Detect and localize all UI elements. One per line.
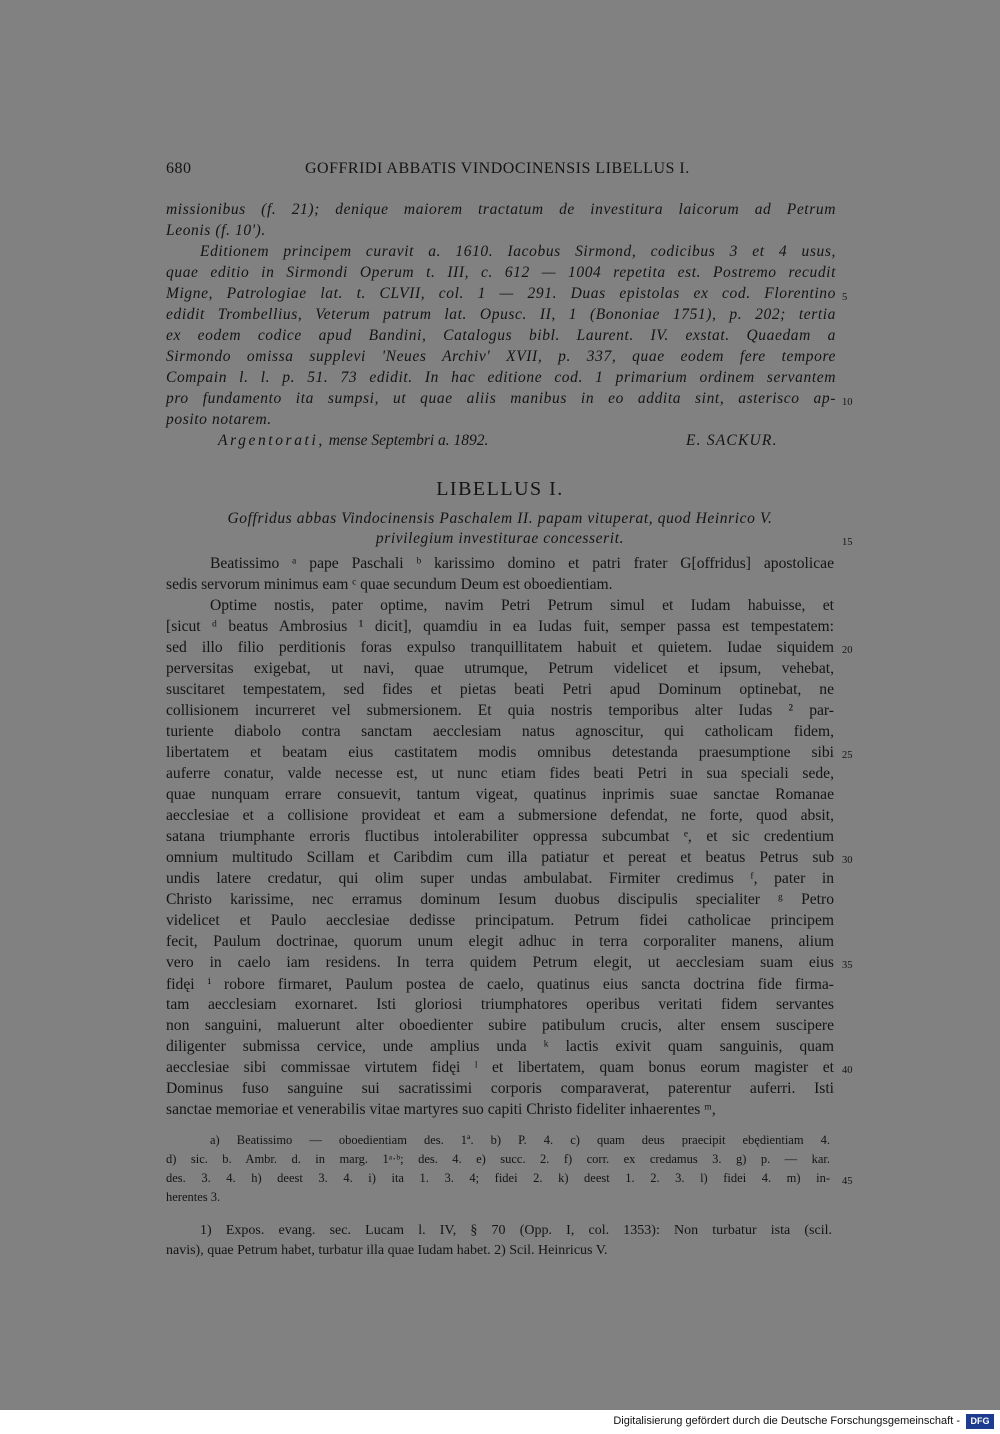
- text-line: omnium multitudo Scillam et Caribdim cum illa patiatur et pereat et beatus Petrus sub: [166, 849, 834, 866]
- preface-line: edidit Trombellius, Veterum patrum lat. Opusc. II, 1 (Bononiae 1751), p. 202; tertia: [166, 306, 836, 323]
- text-line: aecclesiae sibi commissae virtutem fidęi ˡ et libertatem, quam bonus eorum magister et: [166, 1059, 834, 1076]
- line-number: 5: [842, 292, 848, 303]
- line-number: 30: [842, 855, 853, 866]
- line-number: 15: [842, 537, 853, 548]
- line-number: 40: [842, 1065, 853, 1076]
- preface-line: pro fundamento ita sumpsi, ut quae aliis manibus in eo addita sint, asterisco ap-: [166, 390, 836, 407]
- note-line: 1) Expos. evang. sec. Lucam l. IV, § 70 (Opp. I, col. 1353): Non turbatur ista (scil.: [200, 1223, 832, 1238]
- text-line: sanctae memoriae et venerabilis vitae martyres suo capiti Christo fideliter inhaerentes ᵐ,: [166, 1101, 716, 1118]
- text-line: Dominus fuso sanguine sui sacratissimi corporis comparaverat, paterentur auferri. Isti: [166, 1080, 834, 1097]
- text-line: undis latere credatur, qui olim super undas ambulabat. Firmiter credimus ᶠ, pater in: [166, 870, 834, 887]
- text-line: tam aecclesiam exornaret. Isti gloriosi triumphatores operibus veritati fidem servantes: [166, 996, 834, 1013]
- preface-line: Sirmondo omissa supplevi 'Neues Archiv' XVII, p. 337, quae eodem fere tempore: [166, 348, 836, 365]
- preface-line: missionibus (f. 21); denique maiorem tractatum de investitura laicorum ad Petrum: [166, 201, 836, 218]
- signature-place-date: [218, 432, 488, 450]
- footer-credit: Digitalisierung gefördert durch die Deutsche Forschungsgemeinschaft -: [613, 1415, 960, 1427]
- signature-place: Argentorati,: [218, 432, 325, 449]
- text-line: collisionem incurreret vel submersionem. Et quia nostris temporibus alter Iudas ² par-: [166, 702, 834, 719]
- apparatus-line: a) Beatissimo — oboedientiam des. 1ª. b) P. 4. c) quam deus praecipit ebędientiam 4.: [210, 1133, 830, 1147]
- text-line: satana triumphante erroris fluctibus intolerabiliter oppressa subcumbat ᵉ, et sic credentium: [166, 828, 834, 845]
- apparatus-line: des. 3. 4. h) deest 3. 4. i) ita 1. 3. 4; fidei 2. k) deest 1. 2. 3. l) fidei 4. m) in-: [166, 1171, 830, 1185]
- preface-line: Leonis (f. 10').: [166, 222, 266, 239]
- text-line: fidęi ⁱ robore firmaret, Paulum postea de caelo, quatinus eius sancta doctrina fide firma-: [166, 976, 834, 993]
- line-number: 10: [842, 397, 853, 408]
- text-line: Christo karissime, nec erramus dominum Iesum duobus discipulis specialiter ᵍ Petro: [166, 891, 834, 908]
- rubric-line: Goffridus abbas Vindocinensis Paschalem II. papam vituperat, quod Heinrico V.: [227, 510, 773, 527]
- text-line: fecit, Paulum doctrinae, quorum unum elegit adhuc in terra corporaliter manens, alium: [166, 933, 834, 950]
- text-line: sed illo filio perditionis foras expulso tranquillitatem habuit et quietem. Iudae siquidem: [166, 639, 834, 656]
- text-line: diligenter submissa cervice, unde amplius unda ᵏ lactis exivit quam sanguinis, quam: [166, 1038, 834, 1055]
- signature-author: E. SACKUR.: [686, 432, 778, 449]
- apparatus-line: herentes 3.: [166, 1190, 221, 1204]
- text-line: suscitaret tempestatem, sed fides et pietas beati Petri apud Dominum optinebat, ne: [166, 681, 834, 698]
- text-line: [sicut ᵈ beatus Ambrosius ¹ dicit], quamdiu in ea Iudas fuit, semper passa est tempestatem:: [166, 618, 834, 635]
- line-number: 25: [842, 750, 853, 761]
- preface-line: Editionem principem curavit a. 1610. Iacobus Sirmond, codicibus 3 et 4 usus,: [200, 243, 836, 260]
- text-line: vero in caelo iam residens. In terra quidem Petrum elegit, ut aecclesiam suam eius: [166, 954, 834, 971]
- text-line: perversitas exigebat, ut navi, quae utrumque, Petrum videlicet et ipsum, vehebat,: [166, 660, 834, 677]
- section-title: LIBELLUS I.: [436, 478, 564, 500]
- text-line: non sanguini, maluerunt alter oboedienter subire patibulum crucis, alter ensem suscipere: [166, 1017, 834, 1034]
- text-line: auferre conatur, valde necesse est, ut nunc etiam fides beati Petri in sua speciali sede,: [166, 765, 834, 782]
- text-line: libertatem et beatam eius castitatem modis omnibus detestanda praesumptione sibi: [166, 744, 834, 761]
- line-number: 45: [842, 1176, 853, 1187]
- preface-line: ex eodem codice apud Bandini, Catalogus bibl. Laurent. IV. exstat. Quaedam a: [166, 327, 836, 344]
- text-line: Optime nostis, pater optime, navim Petri Petrum simul et Iudam habuisse, et: [210, 597, 834, 614]
- text-line: aecclesiae et a collisione provideat et eam a submersione defendat, ne forte, quod absit,: [166, 807, 834, 824]
- signature-date: mense Septembri a. 1892.: [324, 432, 489, 449]
- preface-line: posito notarem.: [166, 411, 272, 428]
- apparatus-line: d) sic. b. Ambr. d. in marg. 1ᵃ·ᵇ; des. 4. e) succ. 2. f) corr. ex credamus 3. g) p. — kar.: [166, 1152, 830, 1166]
- page-number: 680: [166, 160, 192, 177]
- text-line: Beatissimo ᵃ pape Paschali ᵇ karissimo domino et patri frater G[offridus] apostolicae: [210, 555, 834, 572]
- line-number: 35: [842, 960, 853, 971]
- preface-line: quae editio in Sirmondi Operum t. III, c. 612 — 1004 repetita est. Postremo recudit: [166, 264, 836, 281]
- rubric-line: privilegium investiturae concesserit.: [375, 530, 625, 547]
- line-number: 20: [842, 645, 853, 656]
- text-line: videlicet et Paulo aecclesiae dedisse principatum. Petrum fidei catholicae principem: [166, 912, 834, 929]
- text-line: quae nunquam errare consuevit, tantum vigeat, quatinus inprimis suae sanctae Romanae: [166, 786, 834, 803]
- preface-line: Migne, Patrologiae lat. t. CLVII, col. 1 — 291. Duas epistolas ex cod. Florentino: [166, 285, 836, 302]
- dfg-logo: DFG: [966, 1414, 994, 1429]
- note-line: navis), quae Petrum habet, turbatur illa quae Iudam habet. 2) Scil. Heinricus V.: [166, 1243, 608, 1258]
- footer-bar: [0, 1410, 1000, 1434]
- preface-line: Compain l. l. p. 51. 73 edidit. In hac editione cod. 1 primarium ordinem servantem: [166, 369, 836, 386]
- text-line: sedis servorum minimus eam ᶜ quae secundum Deum est oboedientiam.: [166, 576, 613, 593]
- running-title: GOFFRIDI ABBATIS VINDOCINENSIS LIBELLUS I.: [305, 160, 690, 177]
- text-line: turiente diabolo contra sanctam aecclesiam natus agnoscitur, qui catholicam fidem,: [166, 723, 834, 740]
